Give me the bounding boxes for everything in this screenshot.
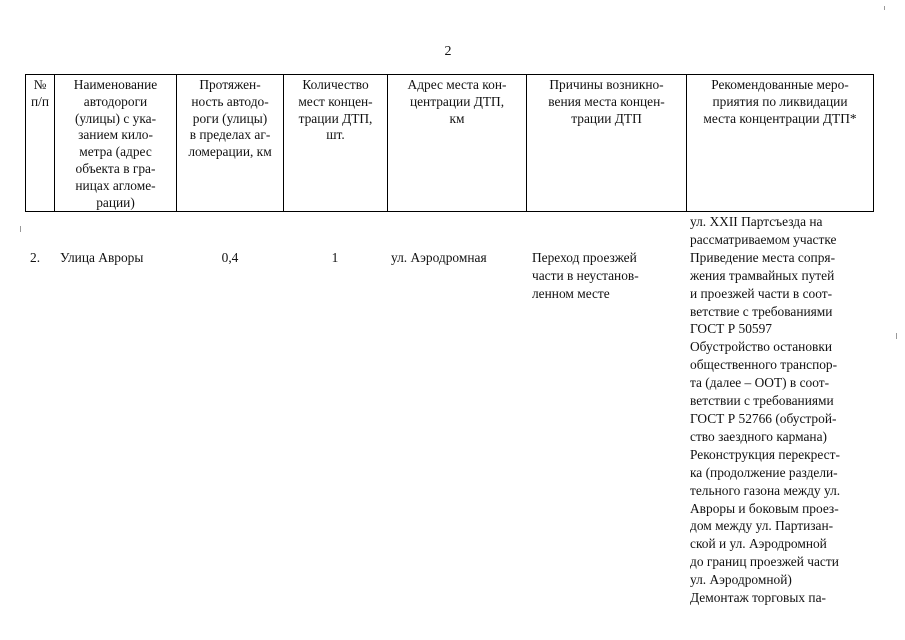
scan-mark [884,6,885,10]
page-number: 2 [444,44,452,59]
header-row [26,75,874,212]
table-header [25,74,874,212]
row-address: ул. Аэродромная [391,250,487,265]
header-count: Количество мест концен- трации ДТП, шт. [284,75,388,212]
row-recommendations: ул. XXII Партсъезда на рассматриваемом участке Приведение места сопря- жения трамвайных путей и проезжей части в соот- ветствие с требованиями ГОСТ Р 50597 Обустройство остановки общественного транспор- та (далее – ООТ) в соот- ветствии с требованиями ГОСТ Р 52766 (обустрой- ство заездного кармана) Реконструкция перекрест- ка (продолжение раздели- тельного газона между ул. Авроры и боковым проез- дом между ул. Партизан- ской и ул. Аэродромной до границ проезжей части ул. Аэродромной) Демонтаж торговых па- [690,214,841,606]
header-number: № п/п [26,75,55,212]
scan-mark [20,226,21,232]
scan-mark [896,333,897,339]
row-count: 1 [331,250,339,265]
header-length: Протяжен- ность автодо- роги (улицы) в пределах аг- ломерации, км [177,75,284,212]
header-address: Адрес места кон- центрации ДТП, км [388,75,527,212]
row-cause: Переход проезжей части в неустанов- ленном месте [532,250,639,301]
row-road-name: Улица Авроры [60,250,144,265]
row-number: 2. [30,250,41,265]
header-cause: Причины возникно- вения места концен- трации ДТП [527,75,687,212]
header-recommendations: Рекомендованные меро- приятия по ликвидации места концентрации ДТП* [687,75,874,212]
row-length: 0,4 [221,250,239,265]
header-road-name: Наименование автодороги (улицы) с ука- занием кило- метра (адрес объекта в гра- ницах агломе- рации) [55,75,177,212]
